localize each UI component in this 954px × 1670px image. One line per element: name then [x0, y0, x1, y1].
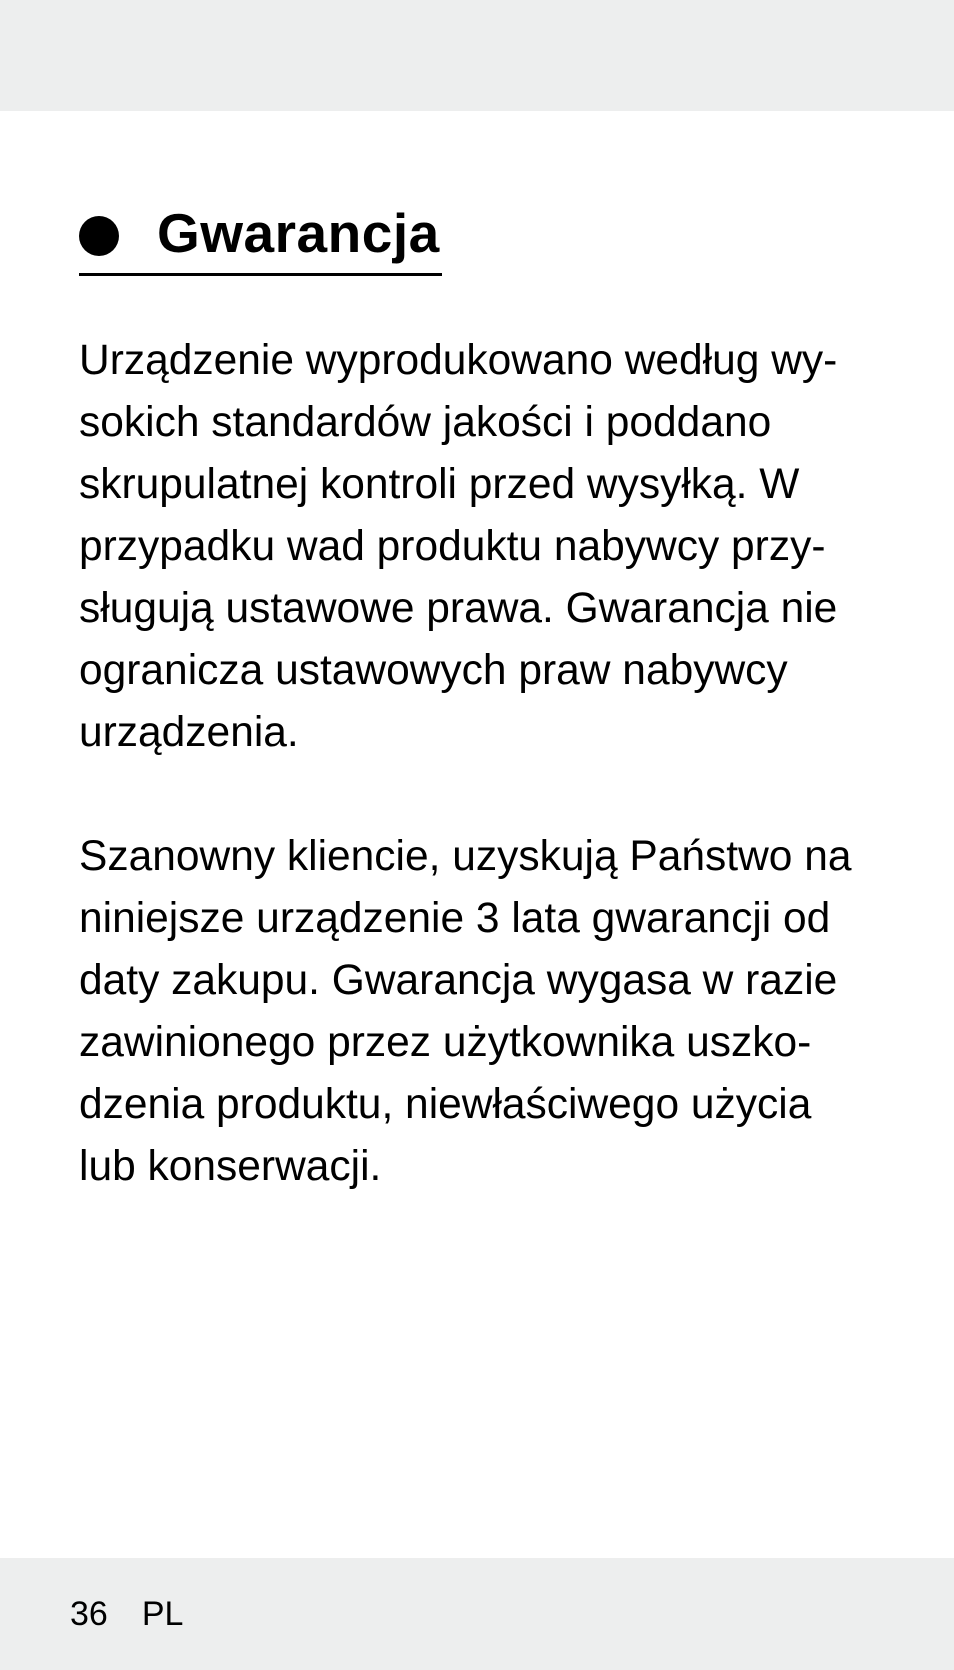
text-line: Urządzenie wyprodukowano według wy-: [79, 337, 838, 384]
paragraph-spacer: [79, 764, 899, 826]
paragraph-quality: [79, 330, 899, 764]
text-line: sokich standardów jakości i poddano: [79, 399, 772, 446]
text-line: ogranicza ustawowych praw nabywcy: [79, 647, 788, 694]
heading-title: Gwarancja: [157, 201, 440, 264]
text-line: sługują ustawowe prawa. Gwarancja nie: [79, 585, 838, 632]
section-heading: [79, 195, 442, 276]
text-line: Szanowny kliencie, uzyskują Państwo na: [79, 833, 852, 880]
text-line: niniejsze urządzenie 3 lata gwarancji od: [79, 895, 831, 942]
text-line: zawinionego przez użytkownika uszko-: [79, 1019, 812, 1066]
text-line: urządzenia.: [79, 709, 299, 756]
paragraph-warranty-terms: [79, 826, 899, 1198]
text-line: daty zakupu. Gwarancja wygasa w razie: [79, 957, 838, 1004]
text-line: lub konserwacji.: [79, 1143, 382, 1190]
text-line: skrupulatnej kontroli przed wysyłką. W: [79, 461, 800, 508]
bullet-icon: [79, 216, 119, 256]
text-line: dzenia produktu, niewłaściwego użycia: [79, 1081, 812, 1128]
page-footer: [70, 1594, 183, 1634]
body-text: [79, 330, 899, 1198]
language-code: PL: [141, 1595, 184, 1633]
text-line: przypadku wad produktu nabywcy przy-: [79, 523, 826, 570]
page-number: 36: [70, 1595, 108, 1633]
top-band: [0, 0, 954, 111]
